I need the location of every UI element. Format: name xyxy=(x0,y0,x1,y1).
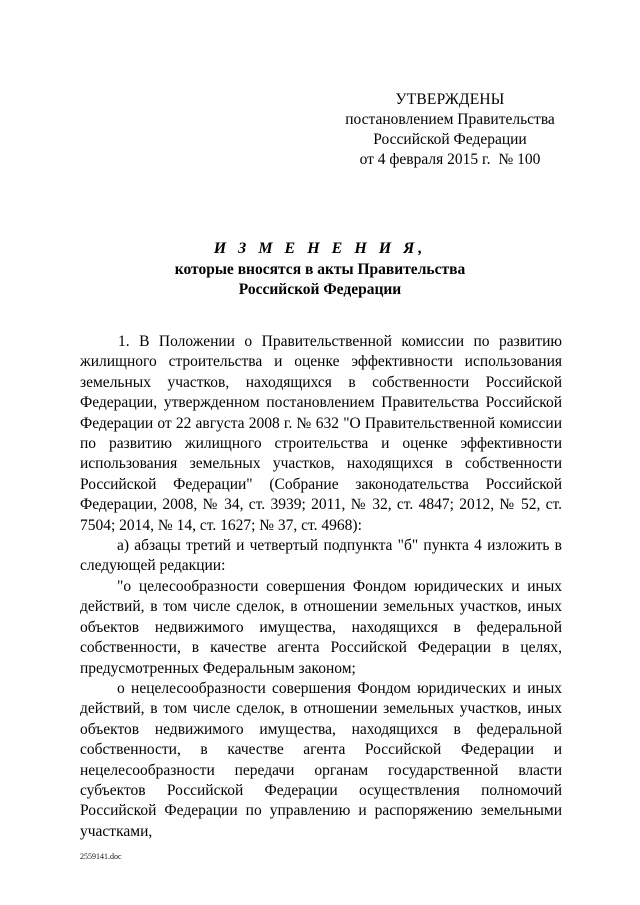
paragraph-4: о нецелесообразности совершения Фондом юридических и иных действий, в том числе сделок, в отношении земельных участков, иных объектов недвижимого имущества, находящихся в федеральной собственности, в качестве агента Российской Федерации и нецелесообразности передачи органам государственной власти субъектов Российской Федерации осуществления полномочий Российской Федерации по управлению и распоряжению земельными участками, xyxy=(80,679,562,840)
document-heading xyxy=(0,238,640,300)
approval-number-sign: № xyxy=(498,151,514,168)
approval-line-1: постановлением Правительства xyxy=(345,111,555,128)
approval-date-line xyxy=(330,150,570,170)
paragraph-2: а) абзацы третий и четвертый подпункта "б" пункта 4 изложить в следующей редакции: xyxy=(80,537,562,575)
footer-filename: 2559141.doc xyxy=(80,852,122,861)
document-body xyxy=(80,332,562,842)
approval-block xyxy=(330,90,570,170)
approval-date: от 4 февраля 2015 г. xyxy=(359,151,491,168)
document-subtitle-line-2: Российской Федерации xyxy=(238,281,402,298)
paragraph-3: "о целесообразности совершения Фондом юридических и иных действий, в том числе сделок, в отношении земельных участков, иных объектов недвижимого имущества, находящихся в федеральной собственности, в качестве агента Российской Федерации в целях, предусмотренных Федеральным законом; xyxy=(80,577,562,677)
paragraph-1: 1. В Положении о Правительственной комиссии по развитию жилищного строительства и оценке эффективности использования земельных участков, находящихся в собственности Российской Федерации, утвержденном постановлением Правительства Российской Федерации от 22 августа 2008 г. № 632 "О Правительственной комиссии по развитию жилищного строительства и оценке эффективности использования земельных участков, находящихся в собственности Российской Федерации" (Собрание законодательства Российской Федерации, 2008, № 34, ст. 3939; 2011, № 32, ст. 4847; 2012, № 52, ст. 7504; 2014, № 14, ст. 1627; № 37, ст. 4968): xyxy=(80,333,562,534)
document-title: И З М Е Н Е Н И Я, xyxy=(213,240,427,257)
approval-caption: УТВЕРЖДЕНЫ xyxy=(395,91,505,108)
approval-line-2: Российской Федерации xyxy=(373,131,527,148)
approval-number: 100 xyxy=(517,151,541,168)
document-subtitle-line-1: которые вносятся в акты Правительства xyxy=(174,261,466,278)
